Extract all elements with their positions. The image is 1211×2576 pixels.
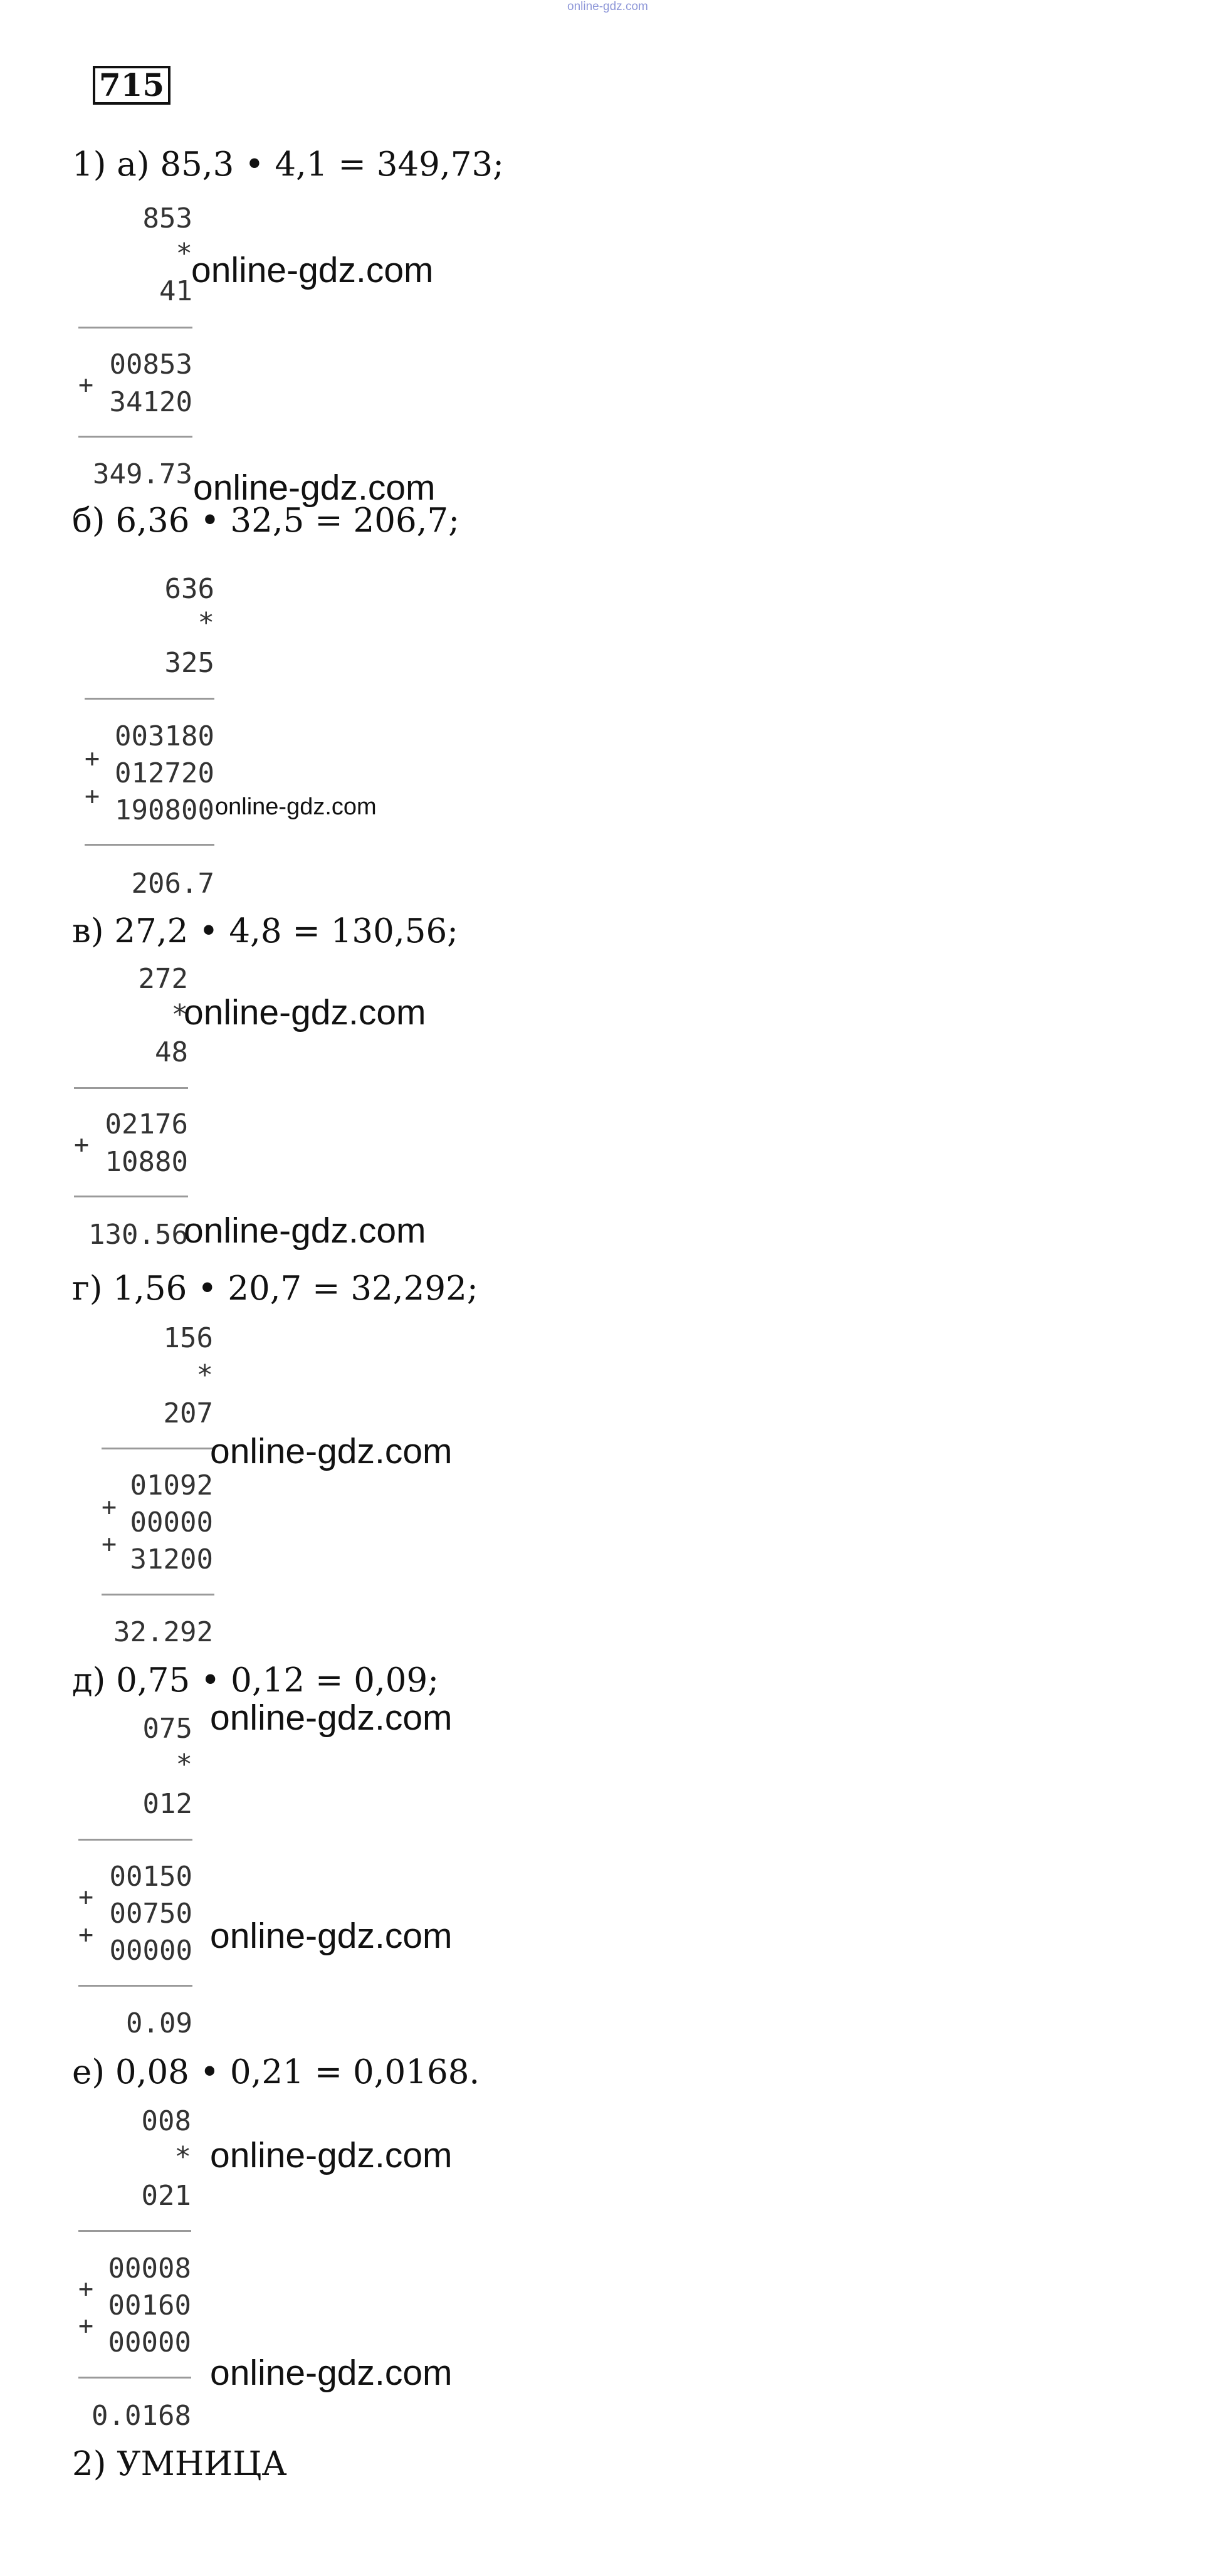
partial-product: 00750 <box>109 1898 192 1930</box>
multiply-sign: * <box>171 999 188 1031</box>
multiply-sign: * <box>197 607 214 639</box>
divider-line <box>78 2230 191 2232</box>
divider-line <box>78 1839 192 1841</box>
partial-product: 003180 <box>115 720 214 752</box>
product-result: 130.56 <box>88 1219 188 1251</box>
multiplier: 325 <box>164 647 214 679</box>
watermark: online-gdz.com <box>184 1211 426 1251</box>
exercise-number: 715 <box>93 66 170 105</box>
watermark: online-gdz.com <box>215 794 377 820</box>
multiplicand: 075 <box>142 1713 192 1745</box>
watermark: online-gdz.com <box>193 468 436 508</box>
multiplier: 41 <box>159 275 192 307</box>
product-result: 206.7 <box>131 868 214 900</box>
plus-sign: + <box>102 1530 117 1559</box>
partial-product: 012720 <box>115 757 214 789</box>
partial-product: 31200 <box>130 1543 213 1575</box>
partial-product: 00000 <box>109 1935 192 1967</box>
problem-heading: е) 0,08 • 0,21 = 0,0168. <box>72 2053 480 2091</box>
product-result: 349.73 <box>93 458 192 490</box>
divider-line <box>102 1594 214 1596</box>
top-watermark: online-gdz.com <box>567 0 648 13</box>
multiply-sign: * <box>176 238 192 270</box>
multiply-sign: * <box>174 2141 191 2173</box>
plus-sign: + <box>85 782 100 811</box>
multiplicand: 008 <box>141 2105 191 2137</box>
final-answer: 2) УМНИЦА <box>72 2445 287 2483</box>
watermark: online-gdz.com <box>191 250 434 290</box>
partial-product: 10880 <box>105 1146 188 1178</box>
multiplicand: 853 <box>142 202 192 234</box>
multiplier: 012 <box>142 1788 192 1820</box>
plus-sign: + <box>78 2274 94 2303</box>
multiplier: 48 <box>155 1036 188 1068</box>
partial-product: 190800 <box>115 794 214 826</box>
plus-sign: + <box>78 1920 94 1949</box>
plus-sign: + <box>78 371 94 399</box>
partial-product: 02176 <box>105 1108 188 1140</box>
partial-product: 34120 <box>109 386 192 418</box>
multiply-sign: * <box>196 1359 213 1391</box>
multiplicand: 272 <box>138 963 188 995</box>
plus-sign: + <box>85 744 100 773</box>
plus-sign: + <box>102 1493 117 1522</box>
divider-line <box>78 2377 191 2379</box>
divider-line <box>85 698 214 700</box>
partial-product: 00160 <box>108 2289 191 2321</box>
plus-sign: + <box>78 1883 94 1911</box>
partial-product: 00000 <box>108 2326 191 2358</box>
multiplicand: 156 <box>163 1322 213 1354</box>
divider-line <box>74 1087 188 1089</box>
watermark: online-gdz.com <box>210 2135 453 2175</box>
multiply-sign: * <box>176 1748 192 1780</box>
partial-product: 00008 <box>108 2253 191 2284</box>
problem-heading: г) 1,56 • 20,7 = 32,292; <box>72 1270 478 1308</box>
watermark: online-gdz.com <box>210 1431 453 1471</box>
problem-heading: 1) а) 85,3 • 4,1 = 349,73; <box>72 145 505 184</box>
product-result: 32.292 <box>113 1616 213 1648</box>
divider-line <box>85 844 214 846</box>
product-result: 0.0168 <box>92 2400 191 2432</box>
watermark: online-gdz.com <box>210 2353 453 2393</box>
plus-sign: + <box>78 2311 94 2340</box>
problem-heading: в) 27,2 • 4,8 = 130,56; <box>72 912 459 950</box>
watermark: online-gdz.com <box>184 992 426 1033</box>
divider-line <box>78 327 192 329</box>
problem-heading: б) 6,36 • 32,5 = 206,7; <box>72 502 460 540</box>
product-result: 0.09 <box>126 2007 192 2039</box>
multiplier: 207 <box>163 1397 213 1429</box>
watermark: online-gdz.com <box>210 1698 453 1738</box>
divider-line <box>78 436 192 438</box>
watermark: online-gdz.com <box>210 1916 453 1956</box>
divider-line <box>78 1985 192 1987</box>
partial-product: 01092 <box>130 1469 213 1501</box>
multiplicand: 636 <box>164 573 214 605</box>
partial-product: 00853 <box>109 349 192 381</box>
multiplier: 021 <box>141 2180 191 2212</box>
problem-heading: д) 0,75 • 0,12 = 0,09; <box>72 1661 439 1700</box>
divider-line <box>74 1196 188 1197</box>
plus-sign: + <box>74 1130 90 1159</box>
divider-line <box>102 1448 214 1449</box>
partial-product: 00150 <box>109 1861 192 1893</box>
partial-product: 00000 <box>130 1506 213 1538</box>
